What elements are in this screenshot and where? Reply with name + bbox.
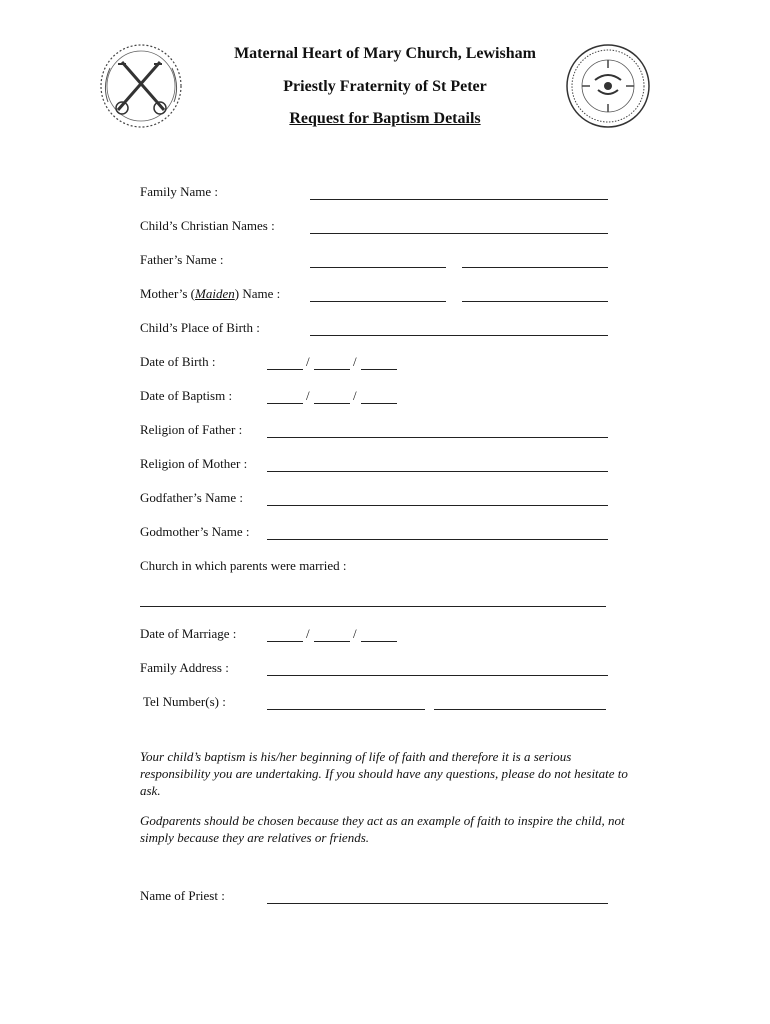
mothers-first-name-field[interactable] <box>310 301 446 302</box>
birth-year-field[interactable] <box>361 369 397 370</box>
church-name: Maternal Heart of Mary Church, Lewisham <box>234 45 536 62</box>
form-title: Request for Baptism Details <box>289 110 481 127</box>
name-of-priest-label: Name of Priest : <box>140 888 225 903</box>
date-separator: / <box>353 354 357 369</box>
date-separator: / <box>306 388 310 403</box>
name-of-priest-field[interactable] <box>267 903 608 904</box>
birth-month-field[interactable] <box>314 369 350 370</box>
date-of-baptism-label: Date of Baptism : <box>140 388 233 403</box>
maiden-word: Maiden <box>195 286 235 301</box>
marriage-day-field[interactable] <box>267 641 303 642</box>
fathers-first-name-field[interactable] <box>310 267 446 268</box>
baptism-year-field[interactable] <box>361 403 397 404</box>
baptism-note: Your child’s baptism is his/her beginning of life of faith and therefore it is a serious responsibility you are undertaking. If you should have any questions, please do not hesitate to ask. <box>140 749 628 798</box>
date-separator: / <box>353 388 357 403</box>
marriage-year-field[interactable] <box>361 641 397 642</box>
date-separator: / <box>353 626 357 641</box>
religion-mother-label: Religion of Mother : <box>140 456 248 471</box>
mothers-name-label <box>140 286 280 302</box>
godparents-note: Godparents should be chosen because they act as an example of faith to inspire the child, not simply because they are relatives or friends. <box>140 813 625 845</box>
mothers-maiden-name-field[interactable] <box>462 301 608 302</box>
date-separator: / <box>306 354 310 369</box>
baptism-day-field[interactable] <box>267 403 303 404</box>
family-address-field[interactable] <box>267 675 608 676</box>
church-married-field[interactable] <box>140 606 606 607</box>
religion-father-field[interactable] <box>267 437 608 438</box>
tel-numbers-label: Tel Number(s) : <box>143 694 226 709</box>
fraternity-name: Priestly Fraternity of St Peter <box>283 78 487 95</box>
tel-number-2-field[interactable] <box>434 709 606 710</box>
place-of-birth-field[interactable] <box>310 335 608 336</box>
family-name-label: Family Name : <box>140 184 218 199</box>
religion-mother-field[interactable] <box>267 471 608 472</box>
birth-day-field[interactable] <box>267 369 303 370</box>
date-of-marriage-label: Date of Marriage : <box>140 626 237 641</box>
mothers-name-prefix: Mother’s ( <box>140 286 196 301</box>
godmother-label: Godmother’s Name : <box>140 524 250 539</box>
childs-names-label: Child’s Christian Names : <box>140 218 275 233</box>
fathers-name-label: Father’s Name : <box>140 252 224 267</box>
godfather-field[interactable] <box>267 505 608 506</box>
date-of-birth-label: Date of Birth : <box>140 354 216 369</box>
tel-number-1-field[interactable] <box>267 709 425 710</box>
church-married-label: Church in which parents were married : <box>140 558 347 573</box>
place-of-birth-label: Child’s Place of Birth : <box>140 320 260 335</box>
fathers-surname-field[interactable] <box>462 267 608 268</box>
marriage-month-field[interactable] <box>314 641 350 642</box>
godmother-field[interactable] <box>267 539 608 540</box>
godfather-label: Godfather’s Name : <box>140 490 244 505</box>
date-separator: / <box>306 626 310 641</box>
mothers-name-suffix: ) Name : <box>234 286 281 301</box>
baptism-month-field[interactable] <box>314 403 350 404</box>
childs-names-field[interactable] <box>310 233 608 234</box>
family-name-field[interactable] <box>310 199 608 200</box>
religion-father-label: Religion of Father : <box>140 422 243 437</box>
family-address-label: Family Address : <box>140 660 229 675</box>
